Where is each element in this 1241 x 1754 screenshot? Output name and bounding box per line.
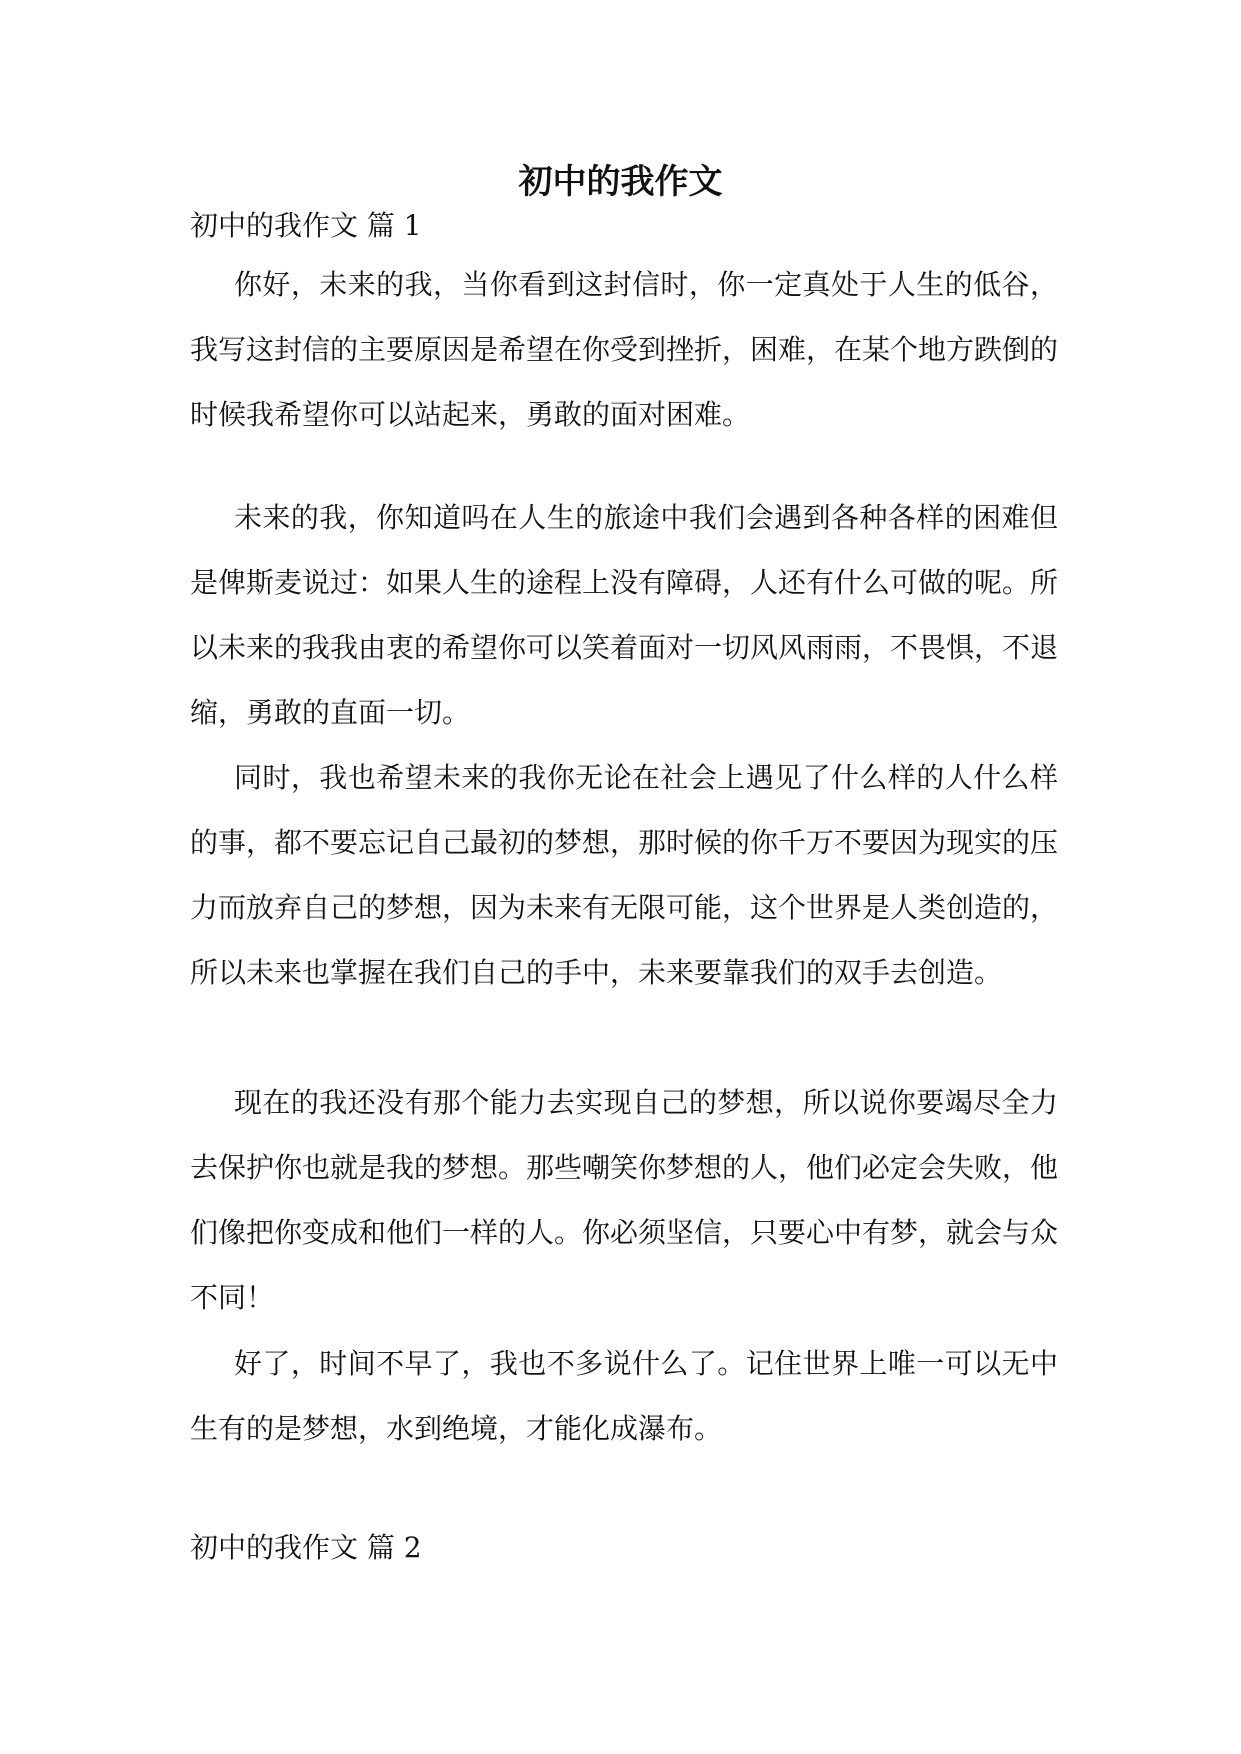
section-heading-1: 初中的我作文 篇 1 xyxy=(190,209,422,242)
paragraph-2: 未来的我，你知道吗在人生的旅途中我们会遇到各种各样的困难但是俾斯麦说过：如果人生的途程上没有障碍，人还有什么可做的呢。所以未来的我我由衷的希望你可以笑着面对一切风风雨雨，不畏惧，不退缩，勇敢的直面一切。 xyxy=(190,501,1059,729)
paragraph-3: 同时，我也希望未来的我你无论在社会上遇见了什么样的人什么样的事，都不要忘记自己最初的梦想，那时候的你千万不要因为现实的压力而放弃自己的梦想，因为未来有无限可能，这个世界是人类创造的，所以未来也掌握在我们自己的手中，未来要靠我们的双手去创造。 xyxy=(190,761,1059,989)
section-heading-2: 初中的我作文 篇 2 xyxy=(190,1531,422,1564)
paragraph-1: 你好，未来的我，当你看到这封信时，你一定真处于人生的低谷，我写这封信的主要原因是希望在你受到挫折，困难，在某个地方跌倒的时候我希望你可以站起来，勇敢的面对困难。 xyxy=(190,268,1059,431)
paragraph-4: 现在的我还没有那个能力去实现自己的梦想，所以说你要竭尽全力去保护你也就是我的梦想。那些嘲笑你梦想的人，他们必定会失败，他们像把你变成和他们一样的人。你必须坚信，只要心中有梦，就会与众不同！ xyxy=(190,1086,1059,1314)
page-title: 初中的我作文 xyxy=(518,162,723,202)
paragraph-5: 好了，时间不早了，我也不多说什么了。记住世界上唯一可以无中生有的是梦想，水到绝境，才能化成瀑布。 xyxy=(190,1347,1058,1445)
